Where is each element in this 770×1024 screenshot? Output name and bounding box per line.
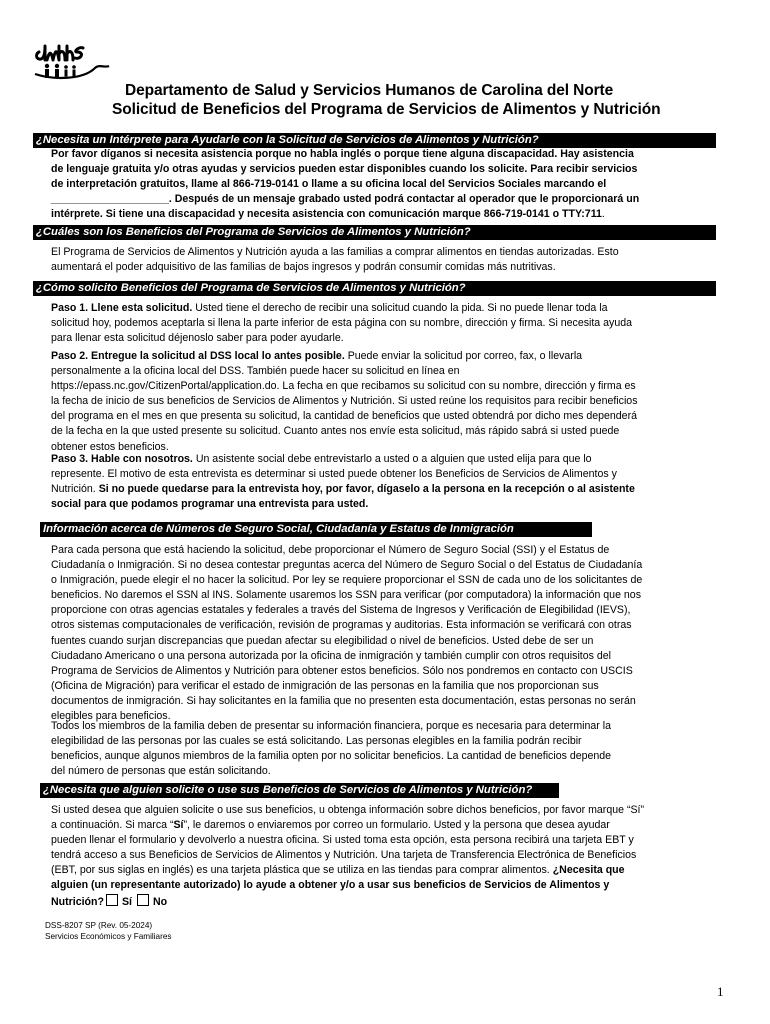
dhhs-logo: [33, 38, 111, 82]
yes-checkbox[interactable]: [106, 894, 118, 906]
interpreter-text: Por favor díganos si necesita asistencia porque no habla inglés o porque tiene alguna discapacidad. Hay asistencia de lenguaje gratuita y/o otras ayudas y servicios pueden estar disponibles cuando los solicite. Para recibir servicios de interpretación gratuitos, llame al 866-719-0141 o llame a su oficina local del Servicios Sociales marcando el ____________________. Después de un mensaje grabado usted podrá contactar al operador que le proporcionará un intérprete. Si tiene una discapacidad y necesita asistencia con comunicación marque 866-719-0141 o TTY:711.: [51, 148, 640, 221]
no-label: No: [152, 895, 168, 908]
yes-label: Sí: [121, 895, 132, 908]
ssn-info-heading: Información acerca de Números de Seguro Social, Ciudadanía y Estatus de Inmigración: [40, 522, 592, 537]
department-title: Departamento de Salud y Servicios Humanos de Carolina del Norte: [125, 82, 614, 99]
representative-text: Si usted desea que alguien solicite o use sus beneficios, u obtenga información sobre dichos beneficios, por favor marque “Sí” a continuación. Si marca “Sí”, le daremos o enviaremos por correo un formulario. Usted y la persona que desea ayudar pueden llenar el formulario y devolverlo a nuestra oficina. Si usted toma esta opción, esta persona recibirá una tarjeta EBT y tendrá acceso a sus Beneficios de Servicios de Alimentos y Nutrición. Una tarjeta de Transferencia Electrónica de Beneficios (EBT, por sus siglas en inglés) es una tarjeta plástica que se utiliza en las tiendas para comprar alimentos. ¿Necesita que alguien (un representante autorizado) lo ayude a obtener y/o a usar sus beneficios de Servicios de Alimentos y Nutrición? Sí No: [51, 804, 645, 908]
page-number: 1: [717, 984, 724, 999]
form-number: DSS-8207 SP (Rev. 05-2024): [45, 921, 153, 930]
representative-heading: ¿Necesita que alguien solicite o use sus Beneficios de Servicios de Alimentos y Nutrición?: [40, 783, 559, 798]
step-3: Paso 3. Hable con nosotros. Un asistente social debe entrevistarlo a usted o a alguien que usted elija para que lo represente. El motivo de esta entrevista es determinar si usted puede obtener los Beneficios de Servicios de Alimentos y Nutrición. Si no puede quedarse para la entrevista hoy, por favor, dígaselo a la persona en la recepción o al asistente social para que podamos programar una entrevista para usted.: [51, 453, 635, 511]
benefits-heading: ¿Cuáles son los Beneficios del Programa de Servicios de Alimentos y Nutrición?: [33, 225, 716, 240]
benefits-text: El Programa de Servicios de Alimentos y Nutrición ayuda a las familias a comprar alimentos en tiendas autorizadas. Esto aumentará el poder adquisitivo de las familias de bajos ingresos y podrán consumir comidas más nutritivas.: [51, 246, 619, 274]
interpreter-heading: ¿Necesita un Intérprete para Ayudarle con la Solicitud de Servicios de Alimentos y Nutrición?: [33, 133, 716, 148]
step-1: Paso 1. Llene esta solicitud. Usted tiene el derecho de recibir una solicitud cuando la pida. Si no puede llenar toda la solicitud hoy, podemos aceptarla si llena la parte inferior de esta página con su nombre, dirección y firma. Si necesita ayuda para llenar esta solicitud déjenoslo saber para poder ayudarle.: [51, 302, 633, 345]
how-to-apply-heading: ¿Cómo solicito Beneficios del Programa de Servicios de Alimentos y Nutrición?: [33, 281, 716, 296]
ssn-info-paragraph-2: Todos los miembros de la familia deben de presentar su información financiera, porque es necesaria para determinar la elegibilidad de las personas por las cuales se está solicitando. Las personas elegibles en la familia podrán recibir beneficios, aunque algunos miembros de la familia opten por no solicitar beneficios. La cantidad de beneficios depende del número de personas que están solicitando.: [51, 720, 612, 778]
ssn-info-paragraph-1: Para cada persona que está haciendo la solicitud, debe proporcionar el Número de Seguro Social (SSI) y el Estatus de Ciudadanía o Inmigración. Si no desea contestar preguntas acerca del Número de Seguro Social o del Estatus de Ciudadanía o Inmigración, puede elegir el no hacer la solicitud. Por ley se requiere proporcionar el SSN de cada uno de los solicitantes de beneficios. No daremos el SSN al INS. Solamente usaremos los SSN para verificar (por computadora) la información que nos proporcione con otras agencias estatales y federales a través del Sistema de Ingresos y Verificación de Elegibilidad (IEVS), otros sistemas computacionales de verificación, revisión de programas y auditorias. Esta información se verificará con otras fuentes cuando surjan discrepancias que puedan afectar su elegibilidad o nivel de beneficios. Usted debe de ser un Ciudadano Americano o una persona autorizada por la oficina de inmigración y también cumplir con otros requisitos del Programa de Servicios de Alimentos y Nutrición para obtener estos beneficios. Sólo nos pondremos en contacto con USCIS (Oficina de Migración) para verificar el estado de inmigración de las personas en la familia que nos proporcionan sus documentos de inmigración. Si hay solicitantes en la familia que no presenten esta documentación, estas personas no serán elegibles para beneficios.: [51, 544, 643, 723]
step-2: Paso 2. Entregue la solicitud al DSS local lo antes posible. Puede enviar la solicitud por correo, fax, o llevarla personalmente a la oficina local del DSS. También puede hacer su solicitud en línea en https://epass.nc.gov/CitizenPortal/application.do. La fecha en que recibamos su solicitud con su nombre, dirección y firma es la fecha de inicio de sus beneficios de Servicios de Alimentos y Nutrición. Si usted reúne los requisitos para recibir beneficios del programa en el mes en que presenta su solicitud, la cantidad de beneficios que usted obtendrá por dicho mes dependerá de la fecha en la que usted presente su solicitud. Cuanto antes nos envíe esta solicitud, más rápido sabrá si usted puede obtener estos beneficios.: [51, 350, 638, 453]
no-checkbox[interactable]: [137, 894, 149, 906]
form-title: Solicitud de Beneficios del Programa de Servicios de Alimentos y Nutrición: [112, 101, 661, 118]
division-name: Servicios Económicos y Familiares: [45, 931, 172, 941]
form-footer: [45, 921, 172, 942]
